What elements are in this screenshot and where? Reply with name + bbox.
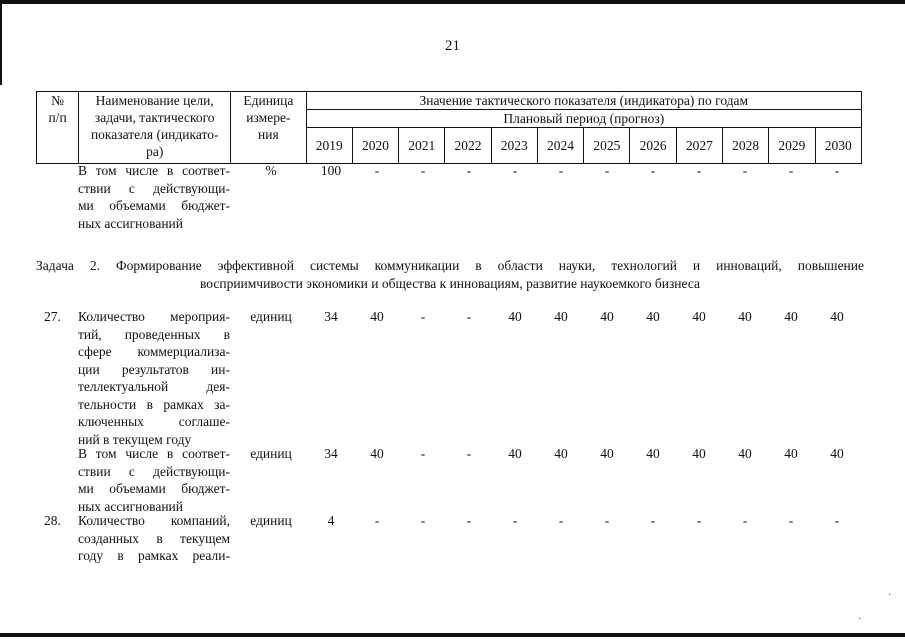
row-1-value-2030: 40 (830, 309, 844, 324)
row-0-value-2025: - (604, 163, 610, 178)
header-year: 2024 (537, 128, 583, 164)
table-header (36, 91, 862, 164)
row-2-value-2023: 40 (508, 446, 522, 461)
row-3-value-2019: 4 (327, 513, 335, 528)
row-3-name: Количество компаний, созданных в текущем году в рамках реали- (78, 513, 230, 563)
row-3-unit: единиц (250, 513, 292, 528)
header-year: 2029 (769, 128, 815, 164)
row-0-unit: % (265, 163, 277, 178)
row-2-value-2025: 40 (600, 446, 614, 461)
row-3-value-2021: - (420, 513, 426, 528)
row-1-value-2027: 40 (692, 309, 706, 324)
header-year: 2021 (399, 128, 445, 164)
row-3-value-2030: - (834, 513, 840, 528)
header-unit-cell: Единица измере- ния (231, 92, 306, 164)
row-1-name: Количество мероприя- тий, проведенных в сфере коммерциализа- ции результатов ин- теллектуальной дея- тельности в рамках за- ключенных соглаше- ний в текущем году (78, 309, 230, 447)
row-2-name: В том числе в соответ- ствии с действующи- ми объемами бюджет- ных ассигнований (78, 446, 230, 514)
row-2-value-2028: 40 (738, 446, 752, 461)
row-0-value-2023: - (512, 163, 518, 178)
row-1-unit: единиц (250, 309, 292, 324)
row-1-value-2022: - (466, 309, 472, 324)
row-3-value-2027: - (696, 513, 702, 528)
scan-mark: · (858, 614, 862, 625)
row-3-value-2028: - (742, 513, 748, 528)
page-frame-top (0, 0, 905, 4)
row-0-value-2030: - (834, 163, 840, 178)
row-1-value-2023: 40 (508, 309, 522, 324)
row-1-value-2019: 34 (324, 309, 338, 324)
row-0-name: В том числе в соответ- ствии с действующи- ми объемами бюджет- ных ассигнований (78, 163, 230, 231)
row-1-value-2021: - (420, 309, 426, 324)
header-year: 2022 (445, 128, 491, 164)
header-values-title: Значение тактического показателя (индикатора) по годам (306, 92, 861, 110)
row-1-value-2025: 40 (600, 309, 614, 324)
row-1-value-2028: 40 (738, 309, 752, 324)
row-0-value-2022: - (466, 163, 472, 178)
row-2-value-2021: - (420, 446, 426, 461)
row-2-value-2029: 40 (784, 446, 798, 461)
row-2-value-2026: 40 (646, 446, 660, 461)
row-2-value-2024: 40 (554, 446, 568, 461)
row-0-value-2024: - (558, 163, 564, 178)
row-3-number: 28. (44, 513, 61, 528)
row-1-value-2029: 40 (784, 309, 798, 324)
row-0-value-2020: - (374, 163, 380, 178)
row-1-value-2026: 40 (646, 309, 660, 324)
row-0-value-2019: 100 (320, 163, 342, 178)
row-2-value-2027: 40 (692, 446, 706, 461)
row-3-value-2026: - (650, 513, 656, 528)
row-0-value-2027: - (696, 163, 702, 178)
row-3-value-2022: - (466, 513, 472, 528)
row-3-value-2029: - (788, 513, 794, 528)
row-2-value-2030: 40 (830, 446, 844, 461)
row-2-value-2019: 34 (324, 446, 338, 461)
row-3-value-2023: - (512, 513, 518, 528)
row-1-value-2024: 40 (554, 309, 568, 324)
scan-mark: · (888, 590, 892, 601)
header-year: 2030 (815, 128, 861, 164)
task-heading: Задача 2. Формирование эффективной системы коммуникации в области науки, технологий и инноваций, повышение восприимчивости экономики и общества к инновациям, развитие наукоемкого бизнеса (36, 258, 864, 291)
header-number-cell: № п/п (37, 92, 79, 164)
row-3-value-2024: - (558, 513, 564, 528)
row-0-value-2021: - (420, 163, 426, 178)
header-year: 2020 (352, 128, 398, 164)
row-2-unit: единиц (250, 446, 292, 461)
row-0-value-2026: - (650, 163, 656, 178)
row-2-value-2022: - (466, 446, 472, 461)
header-name-cell: Наименование цели, задачи, тактического показателя (индикато- ра) (79, 92, 231, 164)
header-year: 2026 (630, 128, 676, 164)
page-number: 21 (445, 38, 460, 54)
header-year: 2019 (306, 128, 352, 164)
header-year: 2028 (722, 128, 768, 164)
row-3-value-2025: - (604, 513, 610, 528)
row-1-number: 27. (44, 309, 61, 324)
header-year: 2027 (676, 128, 722, 164)
row-2-value-2020: 40 (370, 446, 384, 461)
page-frame-bottom (0, 633, 905, 637)
header-year: 2025 (584, 128, 630, 164)
header-year: 2023 (491, 128, 537, 164)
row-3-value-2020: - (374, 513, 380, 528)
header-planned-period: Плановый период (прогноз) (306, 110, 861, 128)
row-0-value-2028: - (742, 163, 748, 178)
row-0-value-2029: - (788, 163, 794, 178)
row-1-value-2020: 40 (370, 309, 384, 324)
